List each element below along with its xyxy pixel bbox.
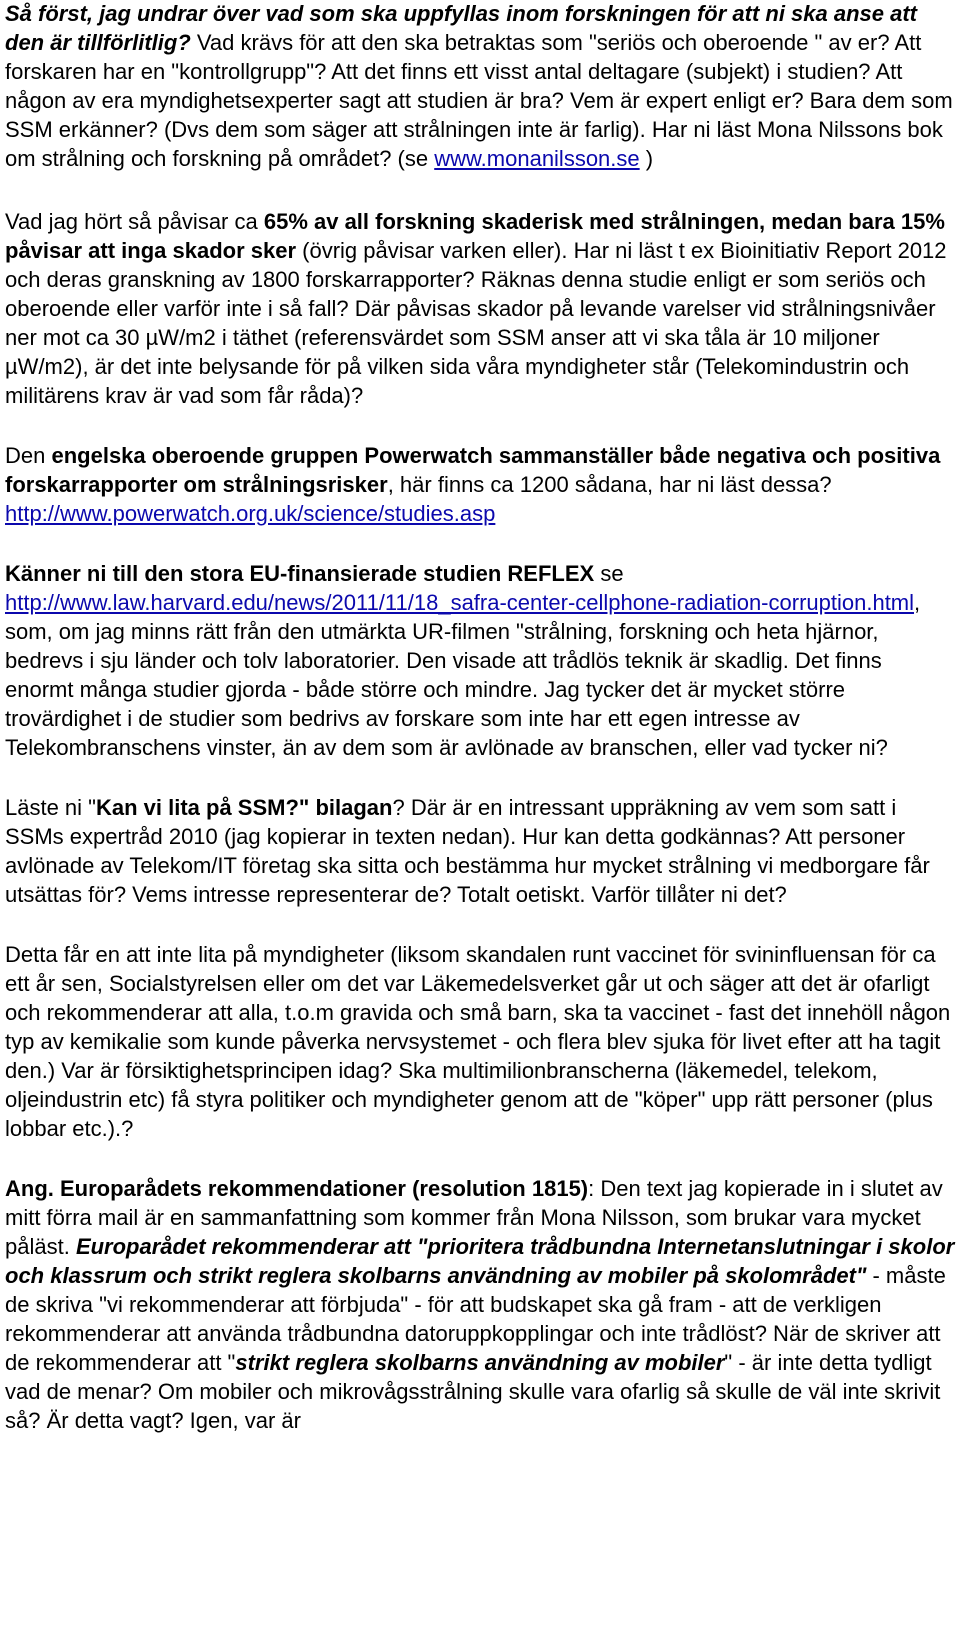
paragraph-text: , här finns ca 1200 sådana, har ni läst dessa? xyxy=(387,472,832,497)
paragraph-research-statistics xyxy=(5,207,956,410)
paragraph-text: ) xyxy=(639,146,654,171)
bold-italic-quote-short: strikt reglera skolbarns användning av mobiler xyxy=(235,1350,725,1375)
paragraph-text: Den xyxy=(5,443,52,468)
paragraph-text: Vad krävs för att den ska betraktas som "seriös och oberoende " av er? Att forskaren har en "kontrollgrupp"? Att det finns ett visst antal deltagare (subjekt) i studien? Att någon av era myndighetsexperter sagt att studien är bra? Vem är expert enligt er? Bara dem som SSM erkänner? (Dvs dem som säger att strålningen inte är farlig). Har ni läst Mona Nilssons bok om strålning och forskning på området? (se xyxy=(5,30,953,171)
bold-resolution: Ang. Europarådets rekommendationer (resolution 1815) xyxy=(5,1176,589,1201)
paragraph-reflex-study xyxy=(5,559,956,762)
paragraph-text: (övrig påvisar varken eller). Har ni läst t ex Bioinitiativ Report 2012 och deras granskning av 1800 forskarrapporter? Räknas denna studie enligt er som seriös och oberoende eller varför inte i så fall? Där påvisas skador på levande varelser vid strålningsnivåer ner mot ca 30 µW/m2 i täthet (referensvärdet som SSM anser att vi ska tåla är 10 miljoner µW/m2), är det inte belysande för på vilken sida våra myndigheter står (Telekomindustrin och militärens krav är vad som får råda)? xyxy=(5,238,947,408)
paragraph-text: : Den text jag kopierade in i slutet av mitt förra mail är en sammanfattning som kommer från Mona Nilsson, som brukar vara mycket påläst. xyxy=(5,1176,943,1259)
bold-italic-question: Så först, jag undrar över vad som ska uppfyllas inom forskningen för att ni ska anse att den är tillförlitlig? xyxy=(5,1,918,55)
bold-statistic: 65% av all forskning skaderisk med strålningen, medan bara 15% påvisar att inga skador sker xyxy=(5,209,945,263)
paragraph-reliability-questions xyxy=(5,0,956,173)
paragraph-text: - måste de skriva "vi rekommenderar att förbjuda" - för att budskapet ska gå fram - att de verkligen rekommenderar att använda trådbundna datoruppkopplingar och inte trådlöst? När de skriver att de rekommenderar att " xyxy=(5,1263,946,1375)
paragraph-ssm-attachment xyxy=(5,793,956,909)
paragraph-text: se xyxy=(594,561,624,586)
paragraph-text: Läste ni " xyxy=(5,795,96,820)
bold-ssm-attachment: Kan vi lita på SSM?" bilagan xyxy=(95,795,393,820)
paragraph-text: " - är inte detta tydligt vad de menar? Om mobiler och mikrovågsstrålning skulle vara ofarlig så skulle de väl inte skrivit så? Är detta vagt? Igen, var är xyxy=(5,1350,941,1433)
paragraph-powerwatch xyxy=(5,441,956,528)
bold-italic-quote: Europarådet rekommenderar att "prioritera trådbundna Internetanslutningar i skolor och klassrum och strikt reglera skolbarns användning av mobiler på skolområdet" xyxy=(5,1234,955,1288)
paragraph-text: Vad jag hört så påvisar ca xyxy=(5,209,264,234)
link-harvard[interactable]: http://www.law.harvard.edu/news/2011/11/18_safra-center-cellphone-radiation-corruption.html xyxy=(5,590,915,615)
bold-reflex: Känner ni till den stora EU-finansierade studien REFLEX xyxy=(5,561,595,586)
link-monanilsson[interactable]: www.monanilsson.se xyxy=(434,146,640,171)
paragraph-council-of-europe xyxy=(5,1174,956,1435)
link-powerwatch[interactable]: http://www.powerwatch.org.uk/science/studies.asp xyxy=(5,501,496,526)
paragraph-text: , som, om jag minns rätt från den utmärkta UR-filmen "strålning, forskning och heta hjärnor, bedrevs i sju länder och tolv laboratorier. Den visade att trådlös teknik är skadlig. Det finns enormt många studier gjorda - både större och mindre. Jag tycker det är mycket större trovärdighet i de studier som bedrivs av forskare som inte har ett egen intresse av Telekombranschens vinster, än av dem som är avlönade av branschen, eller vad tycker ni? xyxy=(5,590,921,760)
bold-powerwatch: engelska oberoende gruppen Powerwatch sammanställer både negativa och positiva forskarrapporter om strålningsrisker xyxy=(5,443,941,497)
paragraph-trust-authorities xyxy=(5,940,956,1143)
paragraph-text: ? Där är en intressant uppräkning av vem som satt i SSMs expertråd 2010 (jag kopierar in texten nedan). Hur kan detta godkännas? Att personer avlönade av Telekom/IT företag ska sitta och bestämma hur mycket strålning vi medborgare får utsättas för? Vems intresse representerar de? Totalt oetiskt. Varför tillåter ni det? xyxy=(5,795,930,907)
paragraph-text: Detta får en att inte lita på myndigheter (liksom skandalen runt vaccinet för svininfluensan för ca ett år sen, Socialstyrelsen eller om det var Läkemedelsverket går ut och säger att det är ofarligt och rekommenderar att alla, t.o.m gravida och små barn, ska ta vaccinet - fast det innehöll någon typ av kemikalie som kunde påverka nervsystemet - och flera blev sjuka för livet efter att ha tagit den.) Var är försiktighetsprincipen idag? Ska multimilionbranscherna (läkemedel, telekom, oljeindustrin etc) få styra politiker och myndigheter genom att de "köper" upp rätt personer (plus lobbar etc.).? xyxy=(5,942,951,1141)
